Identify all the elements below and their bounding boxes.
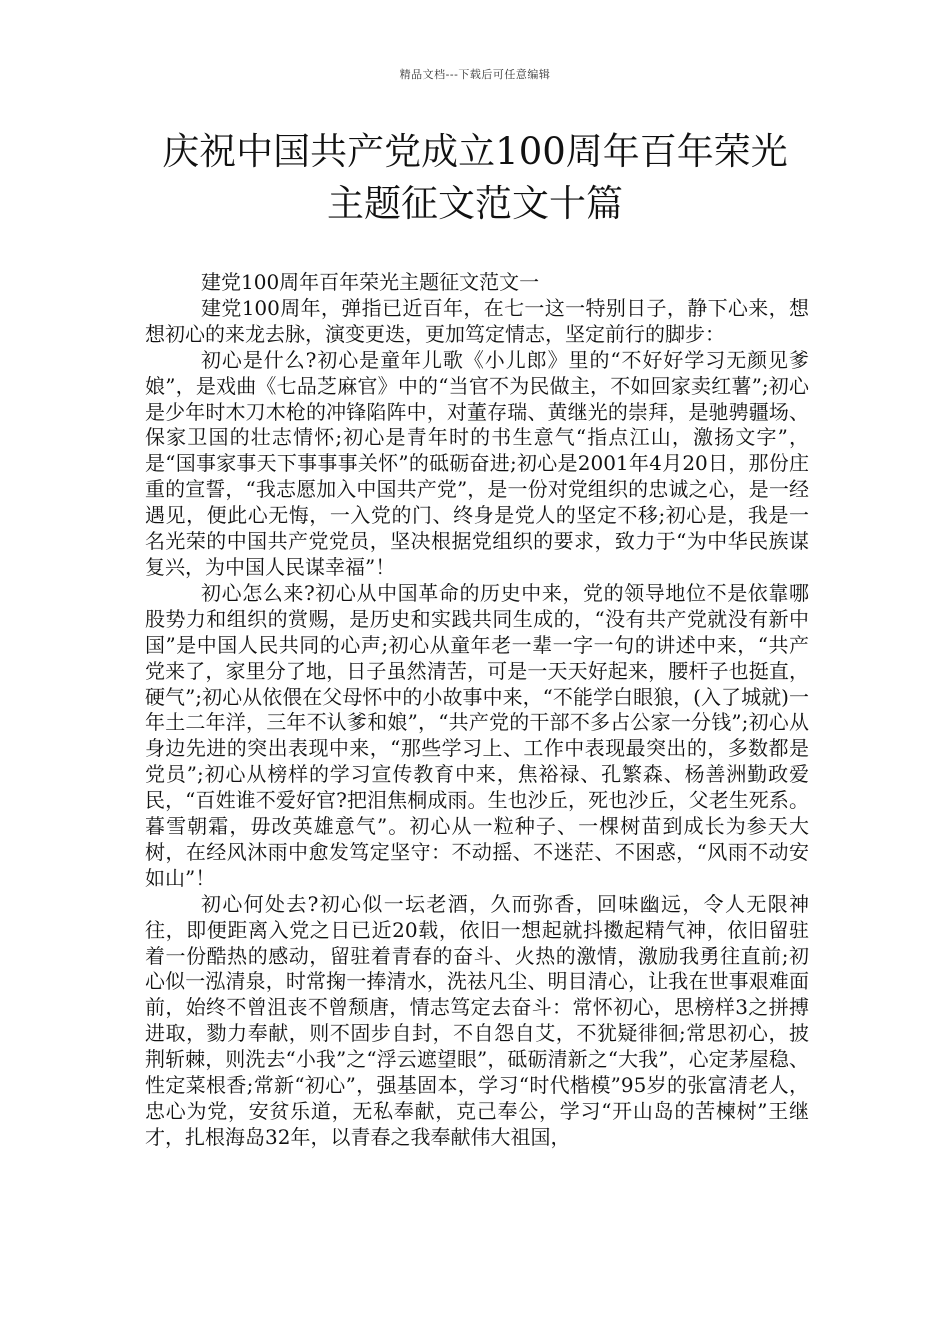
header-note: 精品文档---下载后可任意编辑: [399, 68, 551, 81]
document-body: [145, 270, 809, 1151]
paragraph: 初心怎么来?初心从中国革命的历史中来，党的领导地位不是依靠哪股势力和组织的赏赐，是历史和实践共同生成的，“没有共产党就没有新中国”是中国人民共同的心声;初心从童年老一辈一字一句的讲述中来，“共产党来了，家里分了地，日子虽然清苦，可是一天天好起来，腰杆子也挺直，硬气”;初心从依偎在父母怀中的小故事中来，“不能学白眼狼，(入了城就)一年土二年洋，三年不认爹和娘”，“共产党的干部不多占公家一分钱”;初心从身边先进的突出表现中来，“那些学习上、工作中表现最突出的，多数都是党员”;初心从榜样的学习宣传教育中来，焦裕禄、孔繁森、杨善洲勤政爱民，“百姓谁不爱好官?把泪焦桐成雨。生也沙丘，死也沙丘，父老生死系。暮雪朝霜，毋改英雄意气”。初心从一粒种子、一棵树苗到成长为参天大树，在经风沐雨中愈发笃定坚守：不动摇、不迷茫、不困惑，“风雨不动安如山”！: [145, 580, 809, 890]
document-title: 庆祝中国共产党成立100周年百年荣光主题征文范文十篇: [162, 130, 788, 225]
paragraph: 初心是什么?初心是童年儿歌《小儿郎》里的“不好好学习无颜见爹娘”，是戏曲《七品芝麻官》中的“当官不为民做主，不如回家卖红薯”;初心是少年时木刀木枪的冲锋陷阵中，对董存瑞、黄继光的崇拜，是驰骋疆场、保家卫国的壮志情怀;初心是青年时的书生意气“指点江山，激扬文字”，是“国事家事天下事事事关怀”的砥砺奋进;初心是2001年4月20日，那份庄重的宣誓，“我志愿加入中国共产党”，是一份对党组织的忠诚之心，是一经遇见，便此心无悔，一入党的门、终身是党人的坚定不移;初心是，我是一名光荣的中国共产党党员，坚决根据党组织的要求，致力于“为中华民族谋复兴，为中国人民谋幸福”！: [145, 347, 809, 579]
paragraph: 建党100周年，弹指已近百年，在七一这一特别日子，静下心来，想想初心的来龙去脉，演变更迭，更加笃定情志，坚定前行的脚步：: [145, 295, 809, 346]
section-heading: 建党100周年百年荣光主题征文范文一: [201, 270, 540, 294]
paragraph: 初心何处去?初心似一坛老酒，久而弥香，回味幽远，令人无限神往，即便距离入党之日已近20载，依旧一想起就抖擞起精气神，依旧留驻着一份酷热的感动，留驻着青春的奋斗、火热的激情，激励我勇往直前;初心似一泓清泉，时常掬一捧清水，洗祛凡尘、明目清心，让我在世事艰难面前，始终不曾沮丧不曾颓唐，情志笃定去奋斗：常怀初心，思榜样3之拼搏进取，勠力奉献，则不固步自封，不自怨自艾，不犹疑徘徊;常思初心，披荆斩棘，则洗去“小我”之“浮云遮望眼”，砥砺清新之“大我”，心定茅屋稳、性定菜根香;常新“初心”，强基固本，学习“时代楷模”95岁的张富清老人，忠心为党，安贫乐道，无私奉献，克己奉公，学习“开山岛的苦楝树”王继才，扎根海岛32年，以青春之我奉献伟大祖国，: [145, 891, 809, 1149]
